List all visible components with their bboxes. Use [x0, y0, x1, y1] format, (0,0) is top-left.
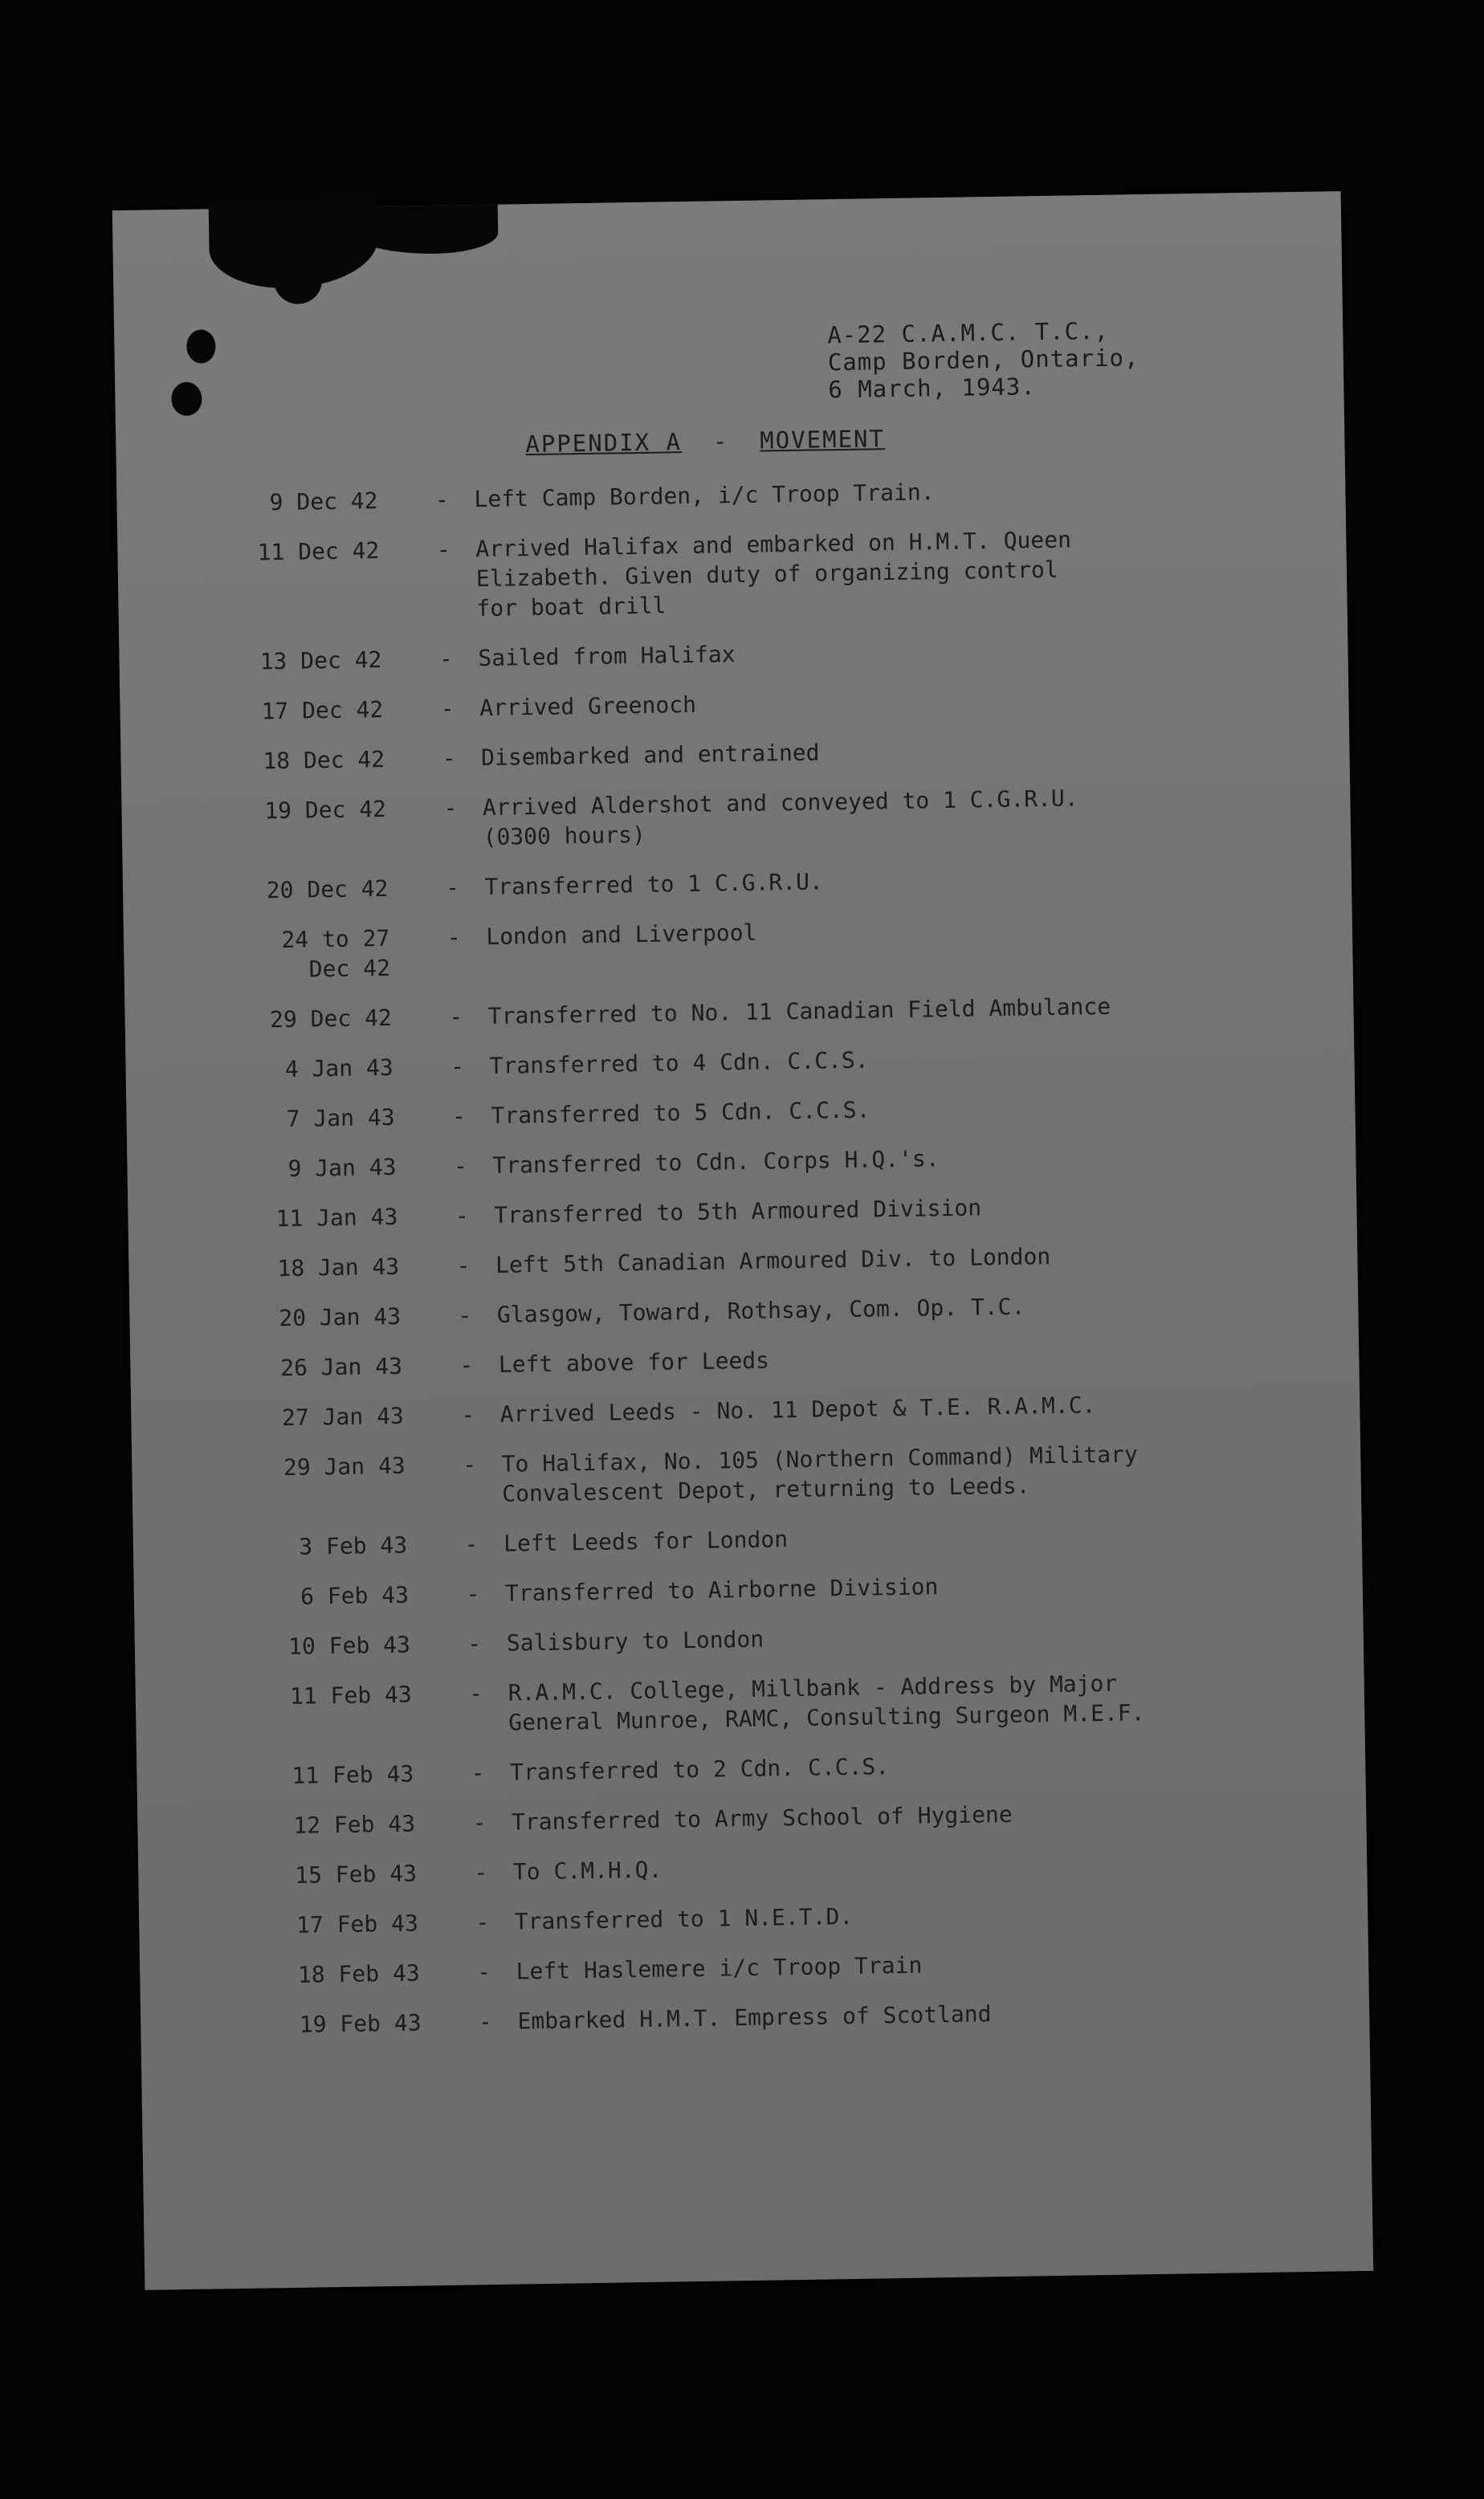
entry-text: Transferred to 5 Cdn. C.C.S. [491, 1096, 870, 1129]
entry-text: Transferred to Army School of Hygiene [511, 1800, 1013, 1836]
entry-dash: - [434, 486, 450, 513]
entry-text: Left Camp Borden, i/c Troop Train. [474, 479, 935, 513]
movement-entry [154, 1794, 1367, 1843]
entry-date: 27 Jan 43 [281, 1402, 405, 1432]
ink-blot [171, 381, 202, 416]
entry-text: Embarked H.M.T. Empress of Scotland [517, 2000, 992, 2035]
entry-text: Arrived Halifax and embarked on H.M.T. Queen Elizabeth. Given duty of organizing control for boat drill [475, 526, 1072, 622]
entry-dash: - [474, 1859, 488, 1886]
document-page [112, 191, 1373, 2290]
movement-entry [125, 779, 1351, 858]
entry-dash: - [471, 1759, 485, 1787]
entry-dash: - [445, 874, 460, 901]
entry-text: Left above for Leeds [498, 1347, 770, 1378]
entry-text: Transferred to 1 N.E.T.D. [514, 1902, 854, 1935]
entry-dash: - [453, 1152, 468, 1180]
entry-text: Transferred to Cdn. Corps H.Q.'s. [492, 1145, 940, 1179]
entry-text: Disembarked and entrained [480, 739, 820, 772]
entry-text: Transferred to 4 Cdn. C.C.S. [489, 1046, 869, 1079]
movement-entry [149, 1615, 1364, 1664]
movement-entry [137, 1187, 1357, 1236]
title-appendix: APPENDIX A [525, 428, 683, 459]
entry-date: 24 to 27 Dec 42 [281, 924, 391, 983]
movement-entry [157, 1894, 1368, 1943]
movement-entry [143, 1386, 1360, 1435]
ink-blot [186, 329, 216, 364]
entry-text: Glasgow, Toward, Rothsay, Com. Op. T.C. [496, 1293, 1025, 1328]
movement-entry [153, 1744, 1366, 1793]
entry-text: Arrived Aldershot and conveyed to 1 C.G.R.U. (0300 hours) [482, 785, 1078, 851]
entry-date: 19 Feb 43 [299, 2009, 422, 2038]
movement-entry [144, 1436, 1361, 1514]
entry-text: Transferred to 5th Armoured Division [494, 1194, 982, 1229]
entry-date: 13 Dec 42 [259, 646, 382, 675]
movement-entry [141, 1336, 1360, 1385]
movement-entry [148, 1565, 1363, 1614]
movement-entry [133, 1087, 1355, 1136]
movement-entry [140, 1286, 1359, 1335]
entry-text: To Halifax, No. 105 (Northern Command) Military Convalescent Depot, returning to Leeds. [501, 1441, 1139, 1507]
entry-text: London and Liverpool [486, 919, 757, 950]
entry-dash: - [446, 923, 461, 951]
movement-entry [132, 1038, 1354, 1086]
movement-entry [120, 630, 1348, 679]
entry-date: 18 Jan 43 [277, 1253, 400, 1282]
entry-date: 18 Feb 43 [297, 1959, 420, 1988]
entry-date: 20 Jan 43 [279, 1302, 402, 1332]
entry-dash: - [438, 645, 454, 672]
movement-entry [127, 858, 1352, 907]
entry-date: 9 Dec 42 [269, 487, 378, 516]
entry-date: 4 Jan 43 [284, 1054, 393, 1082]
entry-dash: - [475, 1909, 490, 1936]
movement-entry [158, 1943, 1368, 1992]
document-header [827, 316, 1140, 403]
header-unit: A-22 C.A.M.C. T.C., [827, 316, 1110, 349]
movement-entry [122, 679, 1349, 728]
entry-dash: - [476, 1959, 491, 1986]
entry-dash: - [449, 1003, 463, 1030]
header-date: 6 March, 1943. [828, 373, 1037, 404]
entry-text: Transferred to 2 Cdn. C.C.S. [509, 1753, 890, 1786]
title-separator: - [712, 427, 729, 455]
entry-dash: - [478, 2008, 493, 2036]
movement-entry [138, 1237, 1358, 1286]
entry-dash: - [459, 1351, 474, 1379]
entry-dash: - [451, 1103, 467, 1130]
entry-date: 11 Jan 43 [275, 1203, 398, 1233]
movement-entry [146, 1515, 1362, 1564]
movement-entry [156, 1844, 1368, 1893]
entry-date: 17 Dec 42 [261, 695, 384, 725]
movement-entry [135, 1137, 1356, 1186]
title-heading: MOVEMENT [760, 425, 886, 455]
entry-date: 17 Feb 43 [296, 1910, 419, 1938]
entry-dash: - [469, 1680, 483, 1707]
entry-text: Salisbury to London [506, 1625, 764, 1657]
entry-text: To C.M.H.Q. [512, 1856, 662, 1885]
entry-date: 11 Feb 43 [289, 1681, 412, 1710]
entry-date: 15 Feb 43 [294, 1860, 418, 1889]
entry-text: Left Haslemere i/c Troop Train [516, 1951, 923, 1985]
entry-dash: - [458, 1302, 472, 1329]
entry-date: 29 Dec 42 [269, 1004, 393, 1033]
entry-date: 10 Feb 43 [287, 1631, 411, 1660]
entry-dash: - [456, 1252, 471, 1279]
entry-date: 18 Dec 42 [263, 745, 385, 775]
entry-dash: - [440, 695, 455, 722]
movement-entry [150, 1665, 1364, 1743]
entry-dash: - [472, 1809, 487, 1837]
entry-dash: - [464, 1531, 479, 1558]
entry-dash: - [462, 1451, 477, 1478]
entry-date: 6 Feb 43 [300, 1581, 410, 1610]
entry-dash: - [450, 1053, 465, 1080]
entry-date: 26 Jan 43 [279, 1352, 403, 1382]
entry-text: Left 5th Canadian Armoured Div. to London [495, 1242, 1051, 1278]
movement-entry [116, 471, 1345, 520]
entry-date: 19 Dec 42 [264, 795, 387, 825]
entry-text: Transferred to Airborne Division [504, 1573, 939, 1607]
movement-entry [124, 729, 1350, 778]
document-title [525, 425, 885, 458]
entry-date: 29 Jan 43 [283, 1452, 406, 1482]
entry-date: 11 Feb 43 [292, 1760, 414, 1789]
entry-dash: - [436, 536, 451, 563]
entry-dash: - [443, 794, 458, 821]
entry-dash: - [466, 1580, 480, 1608]
entry-dash: - [442, 744, 456, 772]
entry-date: 7 Jan 43 [286, 1103, 395, 1132]
entry-date: 3 Feb 43 [298, 1531, 408, 1560]
entry-date: 11 Dec 42 [257, 537, 380, 566]
entry-text: Transferred to 1 C.G.R.U. [484, 868, 824, 900]
entry-date: 12 Feb 43 [293, 1810, 416, 1839]
entry-text: R.A.M.C. College, Millbank - Address by Major General Munroe, RAMC, Consulting Surgeon M.E.F. [508, 1669, 1145, 1736]
movement-entry [160, 1993, 1369, 2042]
entry-text: Left Leeds for London [503, 1526, 789, 1557]
entry-text: Arrived Greenoch [479, 691, 697, 722]
entry-dash: - [455, 1202, 469, 1229]
ink-blot [274, 255, 323, 304]
entry-date: 20 Dec 42 [266, 874, 389, 904]
movement-entry [128, 908, 1353, 987]
movement-entries [116, 471, 1370, 2062]
entry-dash: - [467, 1630, 482, 1657]
entry-text: Arrived Leeds - No. 11 Depot & T.E. R.A.M.C. [499, 1392, 1096, 1428]
entry-text: Sailed from Halifax [478, 641, 736, 672]
movement-entry [118, 520, 1347, 629]
entry-text: Transferred to No. 11 Canadian Field Ambulance [487, 993, 1111, 1029]
header-location: Camp Borden, Ontario, [827, 344, 1140, 377]
entry-dash: - [461, 1401, 475, 1429]
entry-date: 9 Jan 43 [287, 1153, 397, 1182]
movement-entry [131, 988, 1354, 1037]
